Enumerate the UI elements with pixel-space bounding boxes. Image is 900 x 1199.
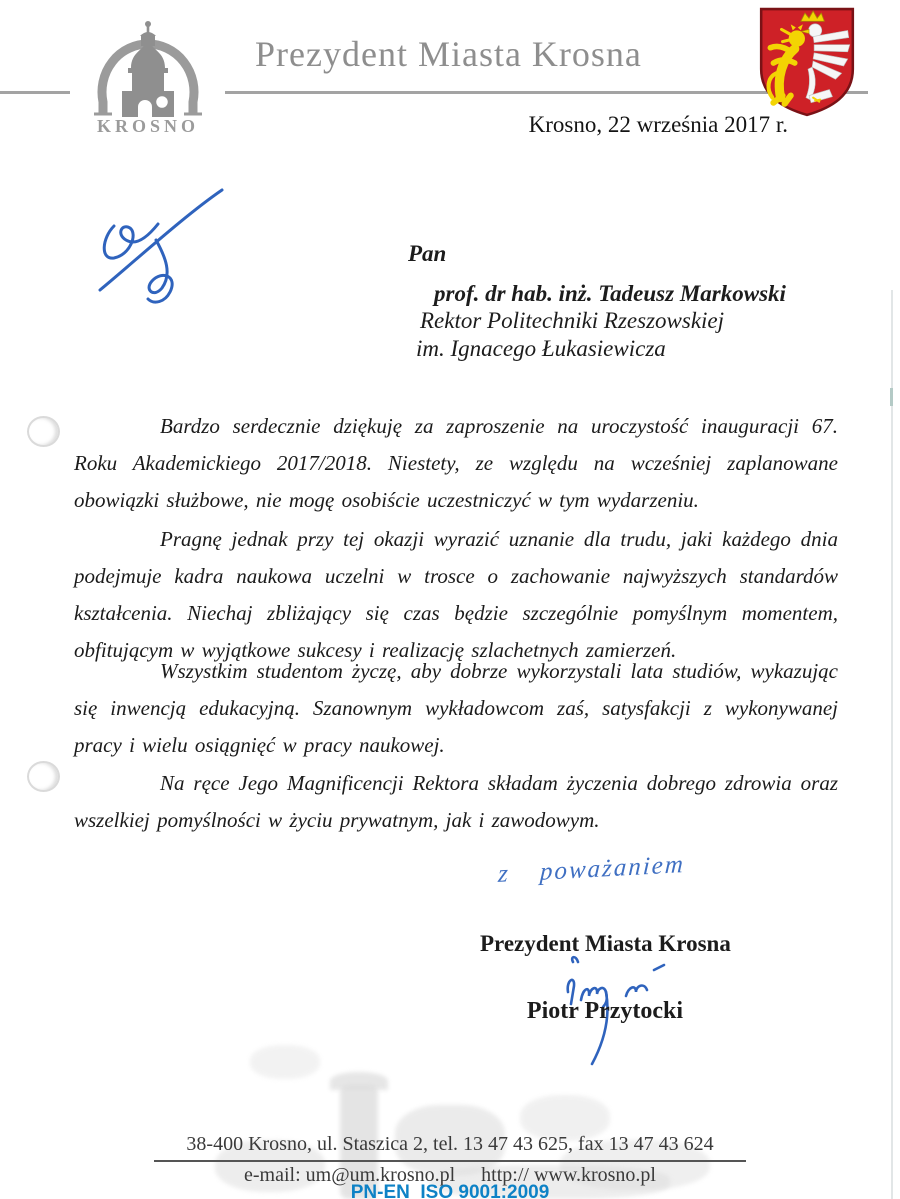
footer-address: 38-400 Krosno, ul. Staszica 2, tel. 13 47 43 625, fax 13 47 43 624 [186, 1133, 714, 1155]
recipient-block [408, 240, 786, 362]
body-paragraph: Pragnę jednak przy tej okazji wyrazić uznanie dla trudu, jaki każdego dnia podejmuje kadra naukowa uczelni w trosce o zachowanie najwyższych standardów kształcenia. Niechaj zbliżający się czas będzie szczególnie pomyślnym momentem, obfitującym w wyjątkowe sukcesy i realizację szlachetnych zamierzeń. [74, 527, 838, 662]
footer-email: e-mail: um@um.krosno.pl [244, 1164, 456, 1186]
tower-arch-icon [70, 10, 225, 138]
scan-edge-artifact [890, 388, 893, 406]
letter-footer [130, 1133, 770, 1187]
handwritten-paraphe-icon [92, 176, 252, 311]
recipient-name: prof. dr hab. inż. Tadeusz Markowski [434, 280, 786, 306]
body-paragraph: Wszystkim studentom życzę, aby dobrze wykorzystali lata studiów, wykazując się inwencją edukacyjną. Szanownym wykładowcom zaś, satysfakcji z wykonywanej pracy i wielu osiągnięć w pracy naukowej. [74, 659, 838, 757]
krosno-city-logo [70, 10, 225, 138]
scan-edge-artifact [891, 290, 893, 1199]
punch-hole-mark [27, 761, 60, 792]
recipient-title-2: im. Ignacego Łukasiewicza [416, 335, 666, 361]
handwritten-valediction: z poważaniem [497, 851, 686, 888]
logo-text: KROSNO [96, 116, 200, 136]
letterhead-title: Prezydent Miasta Krosna [255, 34, 642, 74]
footer-iso-certification: PN-EN ISO 9001:2009 [350, 1182, 550, 1199]
krosno-coat-of-arms-icon [755, 6, 859, 118]
punch-hole-mark [27, 416, 60, 447]
footer-divider [154, 1160, 746, 1162]
body-paragraph: Na ręce Jego Magnificencji Rektora składam życzenia dobrego zdrowia oraz wszelkiej pomyślności w życiu prywatnym, jak i zawodowym. [74, 771, 838, 832]
signer-title: Prezydent Miasta Krosna [480, 931, 731, 956]
recipient-salutation: Pan [408, 241, 447, 266]
body-paragraph: Bardzo serdecznie dziękuję za zaproszenie na uroczystość inauguracji 67. Roku Akademickiego 2017/2018. Niestety, ze względu na wcześniej zaplanowane obowiązki służbowe, nie mogę osobiście uczestniczyć w tym wydarzeniu. [74, 414, 838, 512]
letter-date: Krosno, 22 września 2017 r. [528, 112, 788, 137]
signer-name: Piotr Przytocki [526, 998, 684, 1024]
footer-website: http:// www.krosno.pl [481, 1164, 656, 1186]
recipient-title-1: Rektor Politechniki Rzeszowskiej [420, 308, 725, 333]
watermark-castle [250, 1045, 320, 1079]
